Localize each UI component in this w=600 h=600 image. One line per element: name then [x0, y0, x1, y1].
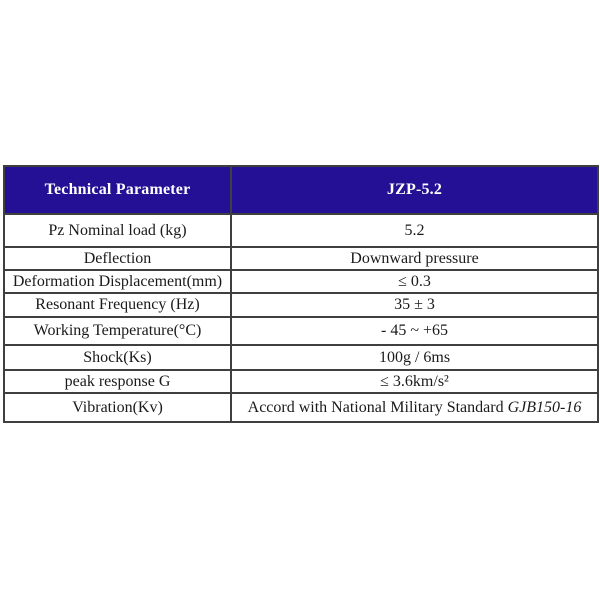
table-row-deformation-displacement [4, 270, 598, 293]
value-cell: ≤ 0.3 [231, 270, 598, 293]
value-cell: Downward pressure [231, 247, 598, 270]
header-cell-technical-parameter: Technical Parameter [4, 166, 231, 214]
table-body [4, 214, 598, 422]
table-row-shock [4, 345, 598, 370]
param-cell: Deflection [4, 247, 231, 270]
header-row [4, 166, 598, 214]
param-cell: Deformation Displacement(mm) [4, 270, 231, 293]
table-row-nominal-load [4, 214, 598, 247]
param-cell: Pz Nominal load (kg) [4, 214, 231, 247]
value-cell [231, 393, 598, 422]
value-cell: 5.2 [231, 214, 598, 247]
param-cell: Working Temperature(°C) [4, 317, 231, 345]
table-header [4, 166, 598, 214]
value-cell: ≤ 3.6km/s² [231, 370, 598, 393]
header-cell-model-jzp-5-2: JZP-5.2 [231, 166, 598, 214]
param-cell: Shock(Ks) [4, 345, 231, 370]
param-cell: peak response G [4, 370, 231, 393]
param-cell: Resonant Frequency (Hz) [4, 293, 231, 317]
param-cell: Vibration(Kv) [4, 393, 231, 422]
table-row-deflection [4, 247, 598, 270]
vibration-standard-code: GJB150-16 [507, 398, 582, 416]
technical-parameters-table [3, 165, 599, 423]
value-cell: - 45 ~ +65 [231, 317, 598, 345]
table-row-vibration [4, 393, 598, 422]
table-row-resonant-frequency [4, 293, 598, 317]
value-cell: 100g / 6ms [231, 345, 598, 370]
vibration-standard-text: Accord with National Military Standard [247, 398, 508, 416]
table-row-working-temperature [4, 317, 598, 345]
value-cell: 35 ± 3 [231, 293, 598, 317]
table-row-peak-response [4, 370, 598, 393]
